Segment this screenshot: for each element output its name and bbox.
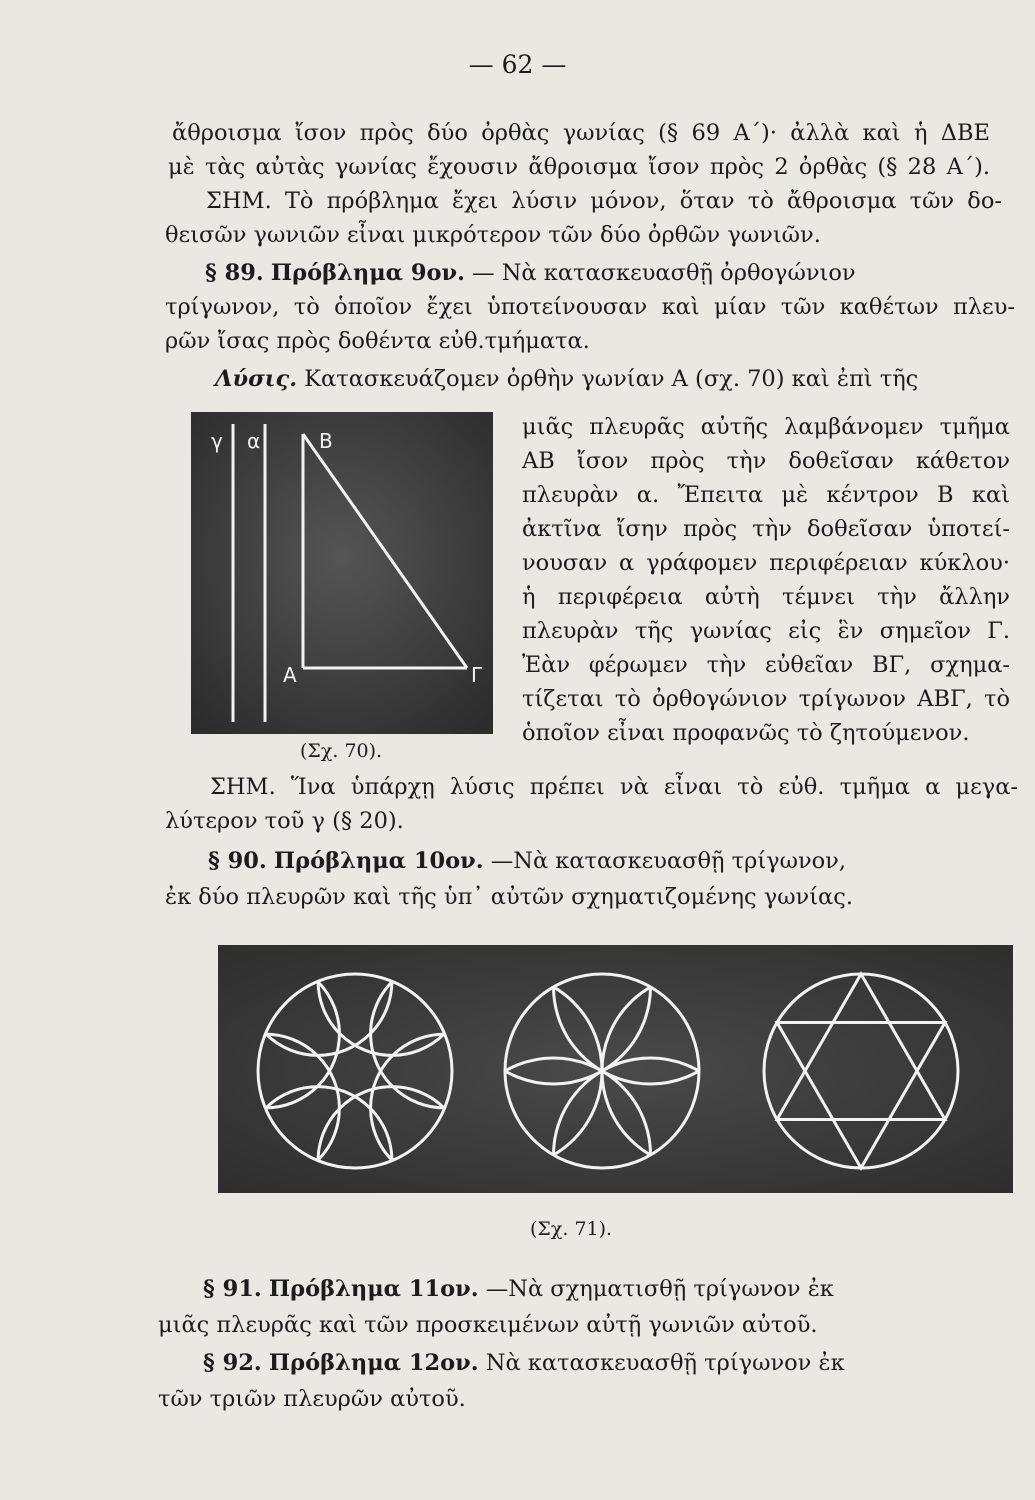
label-a: Α: [283, 663, 297, 687]
section-90-heading: [208, 846, 846, 876]
section-text: — Νὰ κατασκευασθῇ ὀρθογώνιον: [472, 260, 856, 286]
label-g: Γ: [471, 663, 483, 687]
section-number: § 92.: [203, 1350, 262, 1376]
text-line: τίζεται τὸ ὀρθογώνιον τρίγωνον ΑΒΓ, τὸ: [522, 686, 1010, 712]
note-line: ΣΗΜ. Ἵνα ὑπάρχῃ λύσις πρέπει νὰ εἶναι τὸ εὐθ. τμῆμα α μεγα-: [210, 774, 1018, 800]
text-line: ρῶν ἴσας πρὸς δοθέντα εὐθ.τμήματα.: [165, 328, 590, 354]
figure-71: [218, 945, 1013, 1193]
section-text: —Νὰ κατασκευασθῇ τρίγωνον,: [490, 848, 847, 874]
text-line: πλευρὰν τῆς γωνίας εἰς ἓν σημεῖον Γ.: [522, 618, 1010, 644]
section-89-heading: [205, 258, 856, 288]
solution-text: Κατασκευάζομεν ὀρθὴν γωνίαν Α (σχ. 70) καὶ ἐπὶ τῆς: [304, 366, 919, 392]
label-gamma: γ: [211, 429, 223, 453]
section-text: Νὰ κατασκευασθῇ τρίγωνον ἐκ: [485, 1350, 845, 1376]
section-92-heading: [203, 1348, 845, 1378]
note-line: θεισῶν γωνιῶν εἶναι μικρότερον τῶν δύο ὀρθῶν γωνιῶν.: [165, 222, 821, 248]
note-line: λύτερον τοῦ γ (§ 20).: [165, 808, 404, 834]
text-line: τῶν τριῶν πλευρῶν αὐτοῦ.: [158, 1386, 466, 1412]
text-line: ἡ περιφέρεια αὐτὴ τέμνει τὴν ἄλλην: [522, 584, 1010, 610]
figure-70-caption: (Σχ. 70).: [300, 740, 383, 762]
text-line: νουσαν α γράφομεν περιφέρειαν κύκλου·: [522, 550, 1010, 576]
solution-line: [215, 364, 918, 394]
figure-71-caption: (Σχ. 71).: [530, 1218, 613, 1240]
figure-71-drawing: [218, 945, 1013, 1193]
text-line: ἀκτῖνα ἴσην πρὸς τὴν δοθεῖσαν ὑποτεί-: [522, 516, 1010, 542]
section-text: —Νὰ σχηματισθῇ τρίγωνον ἐκ: [485, 1276, 834, 1302]
section-91-heading: [203, 1274, 834, 1304]
section-number: § 91.: [203, 1276, 262, 1302]
section-title: Πρόβλημα 10ον.: [273, 848, 484, 874]
page-number: — 62 —: [468, 50, 567, 79]
section-title: Πρόβλημα 12ον.: [268, 1350, 479, 1376]
text-line: μιᾶς πλευρᾶς αὐτῆς λαμβάνομεν τμῆμα: [522, 414, 1010, 440]
text-line: ἄθροισμα ἴσον πρὸς δύο ὀρθὰς γωνίας (§ 69 Α΄)· ἀλλὰ καὶ ἡ ΔΒΕ: [172, 120, 990, 146]
solution-label: Λύσις.: [215, 366, 298, 392]
text-line: πλευρὰν α. Ἔπειτα μὲ κέντρον Β καὶ: [522, 482, 1010, 508]
text-line: ὁποῖον εἶναι προφανῶς τὸ ζητούμενον.: [522, 720, 970, 746]
label-alpha: α: [247, 429, 261, 453]
section-title: Πρόβλημα 11ον.: [268, 1276, 479, 1302]
section-number: § 90.: [208, 848, 267, 874]
label-b: Β: [319, 429, 333, 453]
text-line: ἐκ δύο πλευρῶν καὶ τῆς ὑπ᾽ αὐτῶν σχηματιζομένης γωνίας.: [165, 884, 854, 910]
text-line: τρίγωνον, τὸ ὁποῖον ἔχει ὑποτείνουσαν καὶ μίαν τῶν καθέτων πλευ-: [165, 294, 1015, 320]
section-title: Πρόβλημα 9ον.: [270, 260, 465, 286]
text-line: ΑΒ ἴσον πρὸς τὴν δοθεῖσαν κάθετον: [522, 448, 1010, 474]
figure-70: [191, 412, 493, 734]
note-line: ΣΗΜ. Τὸ πρόβλημα ἔχει λύσιν μόνον, ὅταν τὸ ἄθροισμα τῶν δο-: [206, 188, 1002, 214]
section-number: § 89.: [205, 260, 264, 286]
text-line: μὲ τὰς αὐτὰς γωνίας ἔχουσιν ἄθροισμα ἴσον πρὸς 2 ὀρθὰς (§ 28 Α΄).: [168, 154, 990, 180]
text-line: μιᾶς πλευρᾶς καὶ τῶν προσκειμένων αὐτῇ γωνιῶν αὐτοῦ.: [158, 1312, 818, 1338]
figure-70-drawing: [191, 412, 493, 734]
text-line: Ἐὰν φέρωμεν τὴν εὐθεῖαν ΒΓ, σχημα-: [522, 652, 1010, 678]
